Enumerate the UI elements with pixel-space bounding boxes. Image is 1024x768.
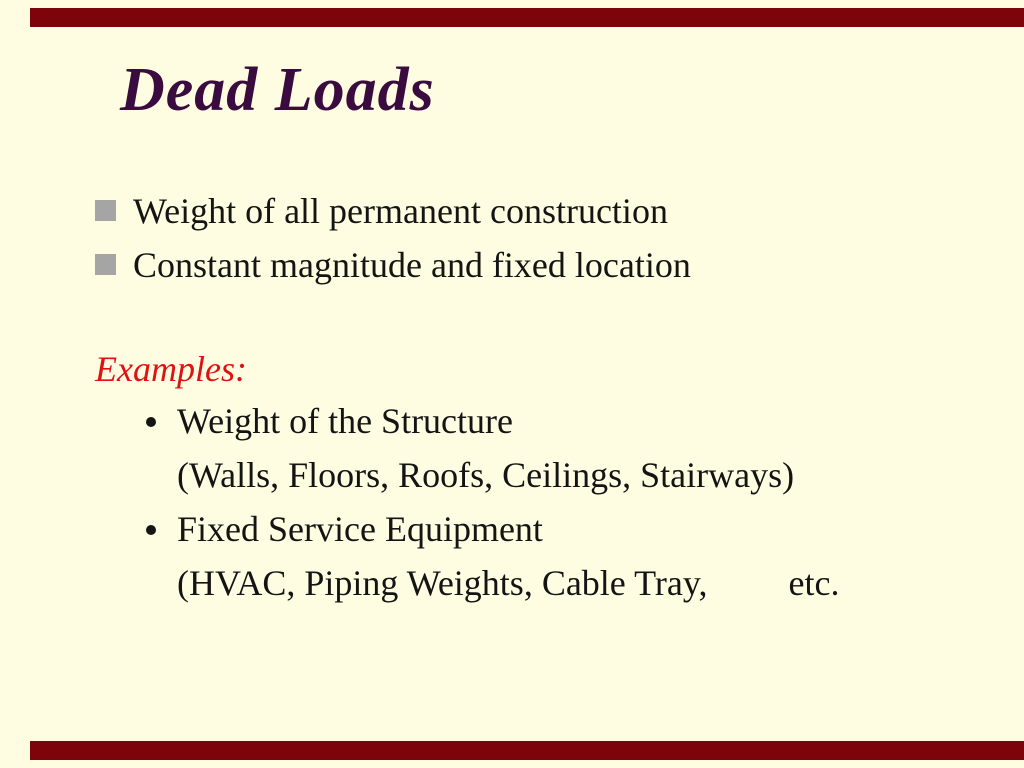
bullet-text: Constant magnitude and fixed location — [133, 245, 691, 285]
sub-bullet-text: Weight of the Structure — [177, 401, 514, 441]
sub-bullet-text: (HVAC, Piping Weights, Cable Tray, etc. — [177, 563, 840, 603]
list-item — [95, 190, 668, 234]
examples-heading: Examples: — [95, 349, 247, 389]
bottom-border-bar — [30, 741, 1024, 760]
top-border-bar — [30, 8, 1024, 27]
list-item — [146, 400, 513, 444]
list-item — [146, 508, 543, 552]
dot-bullet-icon — [146, 525, 156, 535]
list-item — [146, 562, 839, 606]
list-item — [95, 244, 691, 288]
list-item — [146, 454, 794, 498]
sub-bullet-text: (Walls, Floors, Roofs, Ceilings, Stairways) — [177, 455, 795, 495]
square-bullet-icon — [95, 254, 116, 275]
bullet-text: Weight of all permanent construction — [133, 191, 668, 231]
square-bullet-icon — [95, 200, 116, 221]
dot-bullet-icon — [146, 417, 156, 427]
slide-title: Dead Loads — [120, 56, 435, 124]
sub-bullet-text: Fixed Service Equipment — [177, 509, 543, 549]
